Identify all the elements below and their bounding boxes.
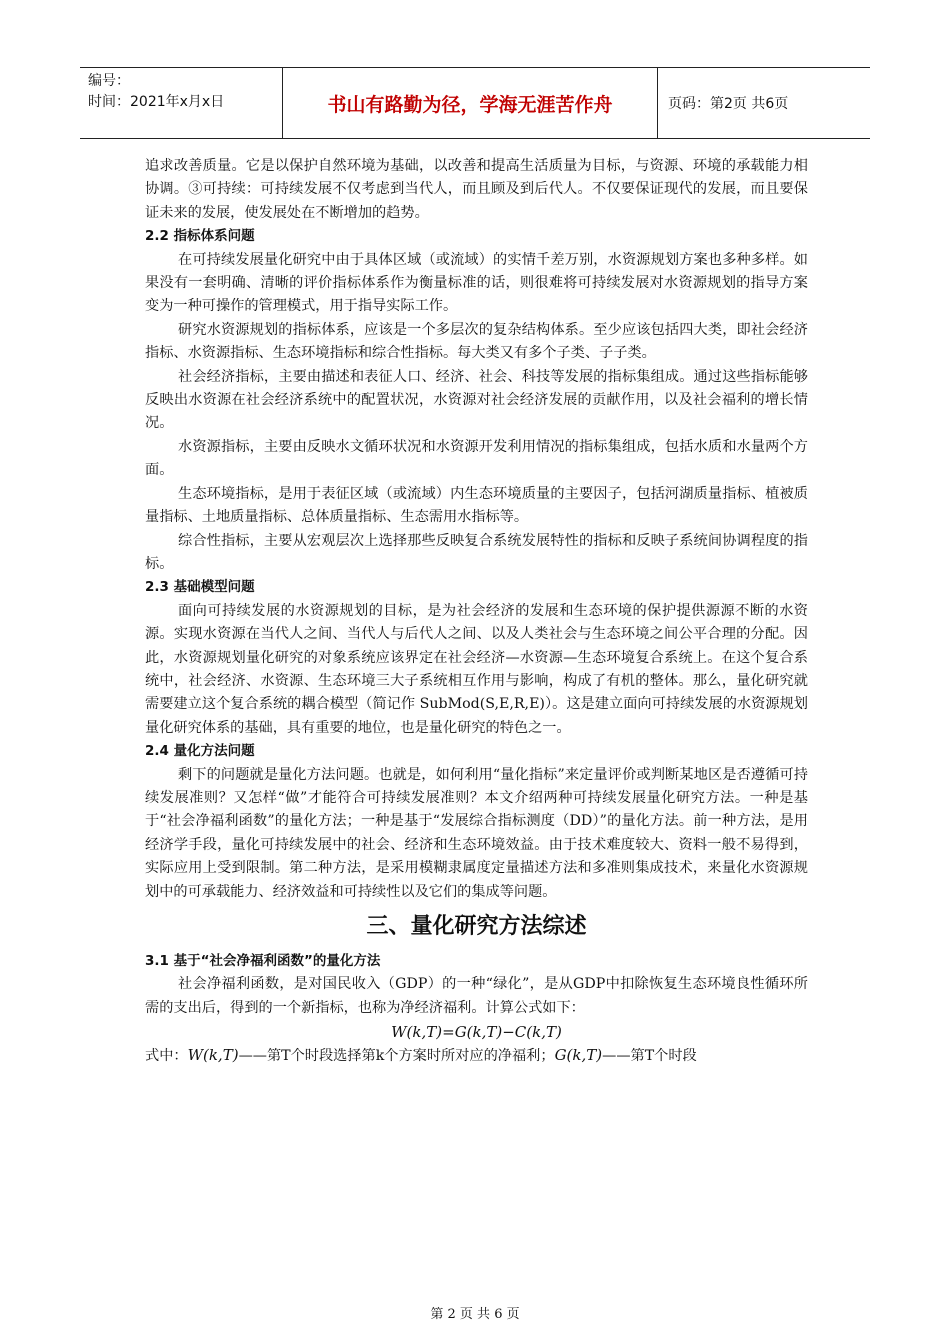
paragraph: 面向可持续发展的水资源规划的目标，是为社会经济的发展和生态环境的保护提供源源不断的水资源。实现水资源在当代人之间、当代人与后代人之间、以及人类社会与生态环境之间公平合理的分配。因此，水资源规划量化研究的对象系统应该界定在社会经济—水资源—生态环境复合系统上。在这个复合系统中，社会经济、水资源、生态环境三大子系统相互作用与影响，构成了有机的整体。那么，量化研究就需要建立这个复合系统的耦合模型（简记作 SubMod(S,E,R,E)）。这是建立面向可持续发展的水资源规划量化研究体系的基础，具有重要的地位，也是量化研究的特色之一。 bbox=[145, 602, 808, 736]
section-heading-2-4: 2.4 量化方法问题 bbox=[145, 743, 255, 760]
paragraph: 生态环境指标，是用于表征区域（或流域）内生态环境质量的主要因子，包括河湖质量指标、植被质量指标、土地质量指标、总体质量指标、生态需用水指标等。 bbox=[145, 485, 808, 526]
section-heading-2-3: 2.3 基础模型问题 bbox=[145, 579, 255, 596]
paragraph: 水资源指标，主要由反映水文循环状况和水资源开发利用情况的指标集组成，包括水质和水量两个方面。 bbox=[145, 438, 808, 479]
paragraph: 社会经济指标，主要由描述和表征人口、经济、社会、科技等发展的指标集组成。通过这些指标能够反映出水资源在社会经济系统中的配置状况，水资源对社会经济发展的贡献作用，以及社会福利的增长情况。 bbox=[145, 368, 808, 432]
section-heading-3-1: 3.1 基于“社会净福利函数”的量化方法 bbox=[145, 953, 381, 969]
text-prefix: 式中： bbox=[145, 1048, 188, 1065]
inline-formula-w: W(k,T) bbox=[187, 1046, 239, 1065]
paragraph: 剩下的问题就是量化方法问题。也就是，如何利用“量化指标”来定量评价或判断某地区是否遵循可持续发展准则？又怎样“做”才能符合可持续发展准则？本文介绍两种可持续发展量化研究方法。一种是基于“社会净福利函数”的量化方法；一种是基于“发展综合指标测度（DD）”的量化方法。前一种方法，是用经济学手段，量化可持续发展中的社会、经济和生态环境效益。由于技术难度较大、资料一般不易得到，实际应用上受到限制。第二种方法，是采用模糊隶属度定量描述方法和多准则集成技术，来量化水资源规划中的可承载能力、经济效益和可持续性以及它们的集成等问题。 bbox=[145, 766, 808, 900]
page-header bbox=[80, 67, 870, 139]
paragraph-formula-explanation bbox=[145, 1044, 808, 1068]
document-body bbox=[145, 155, 808, 1069]
chapter-heading: 三、量化研究方法综述 bbox=[366, 914, 587, 939]
text-middle: ——第T个时段选择第k个方案时所对应的净福利； bbox=[238, 1048, 555, 1065]
paragraph: 研究水资源规划的指标体系，应该是一个多层次的复杂结构体系。至少应该包括四大类，即社会经济指标、水资源指标、生态环境指标和综合性指标。每大类又有多个子类、子子类。 bbox=[145, 321, 808, 362]
time-label: 时间：2021年x月x日 bbox=[88, 94, 225, 110]
inline-formula-g: G(k,T) bbox=[554, 1046, 603, 1065]
paragraph: 追求改善质量。它是以保护自然环境为基础，以改善和提高生活质量为目标，与资源、环境的承载能力相协调。③可持续：可持续发展不仅考虑到当代人，而且顾及到后代人。不仅要保证现代的发展，而且要保证未来的发展，使发展处在不断增加的趋势。 bbox=[145, 158, 808, 221]
header-motto: 书山有路勤为径，学海无涯苦作舟 bbox=[283, 68, 658, 138]
text-suffix: ——第T个时段 bbox=[602, 1048, 697, 1065]
paragraph: 综合性指标，主要从宏观层次上选择那些反映复合系统发展特性的指标和反映子系统间协调程度的指标。 bbox=[145, 532, 808, 572]
paragraph: 社会净福利函数，是对国民收入（GDP）的一种“绿化”，是从GDP中扣除恢复生态环境良性循环所需的支出后，得到的一个新指标，也称为净经济福利。计算公式如下： bbox=[145, 976, 808, 1016]
header-info-cell bbox=[80, 68, 283, 138]
formula: W(k,T)=G(k,T)−C(k,T) bbox=[391, 1023, 562, 1042]
section-heading-2-2: 2.2 指标体系问题 bbox=[145, 228, 255, 245]
page-footer: 第 2 页 共 6 页 bbox=[430, 1307, 520, 1322]
paragraph: 在可持续发展量化研究中由于具体区域（或流域）的实情千差万别，水资源规划方案也多种多样。如果没有一套明确、清晰的评价指标体系作为衡量标准的话，则很难将可持续发展对水资源规划的指导方案变为一种可操作的管理模式，用于指导实际工作。 bbox=[145, 251, 808, 315]
number-label: 编号： bbox=[88, 73, 130, 89]
header-page-label: 页码：第2页 共6页 bbox=[668, 96, 789, 112]
